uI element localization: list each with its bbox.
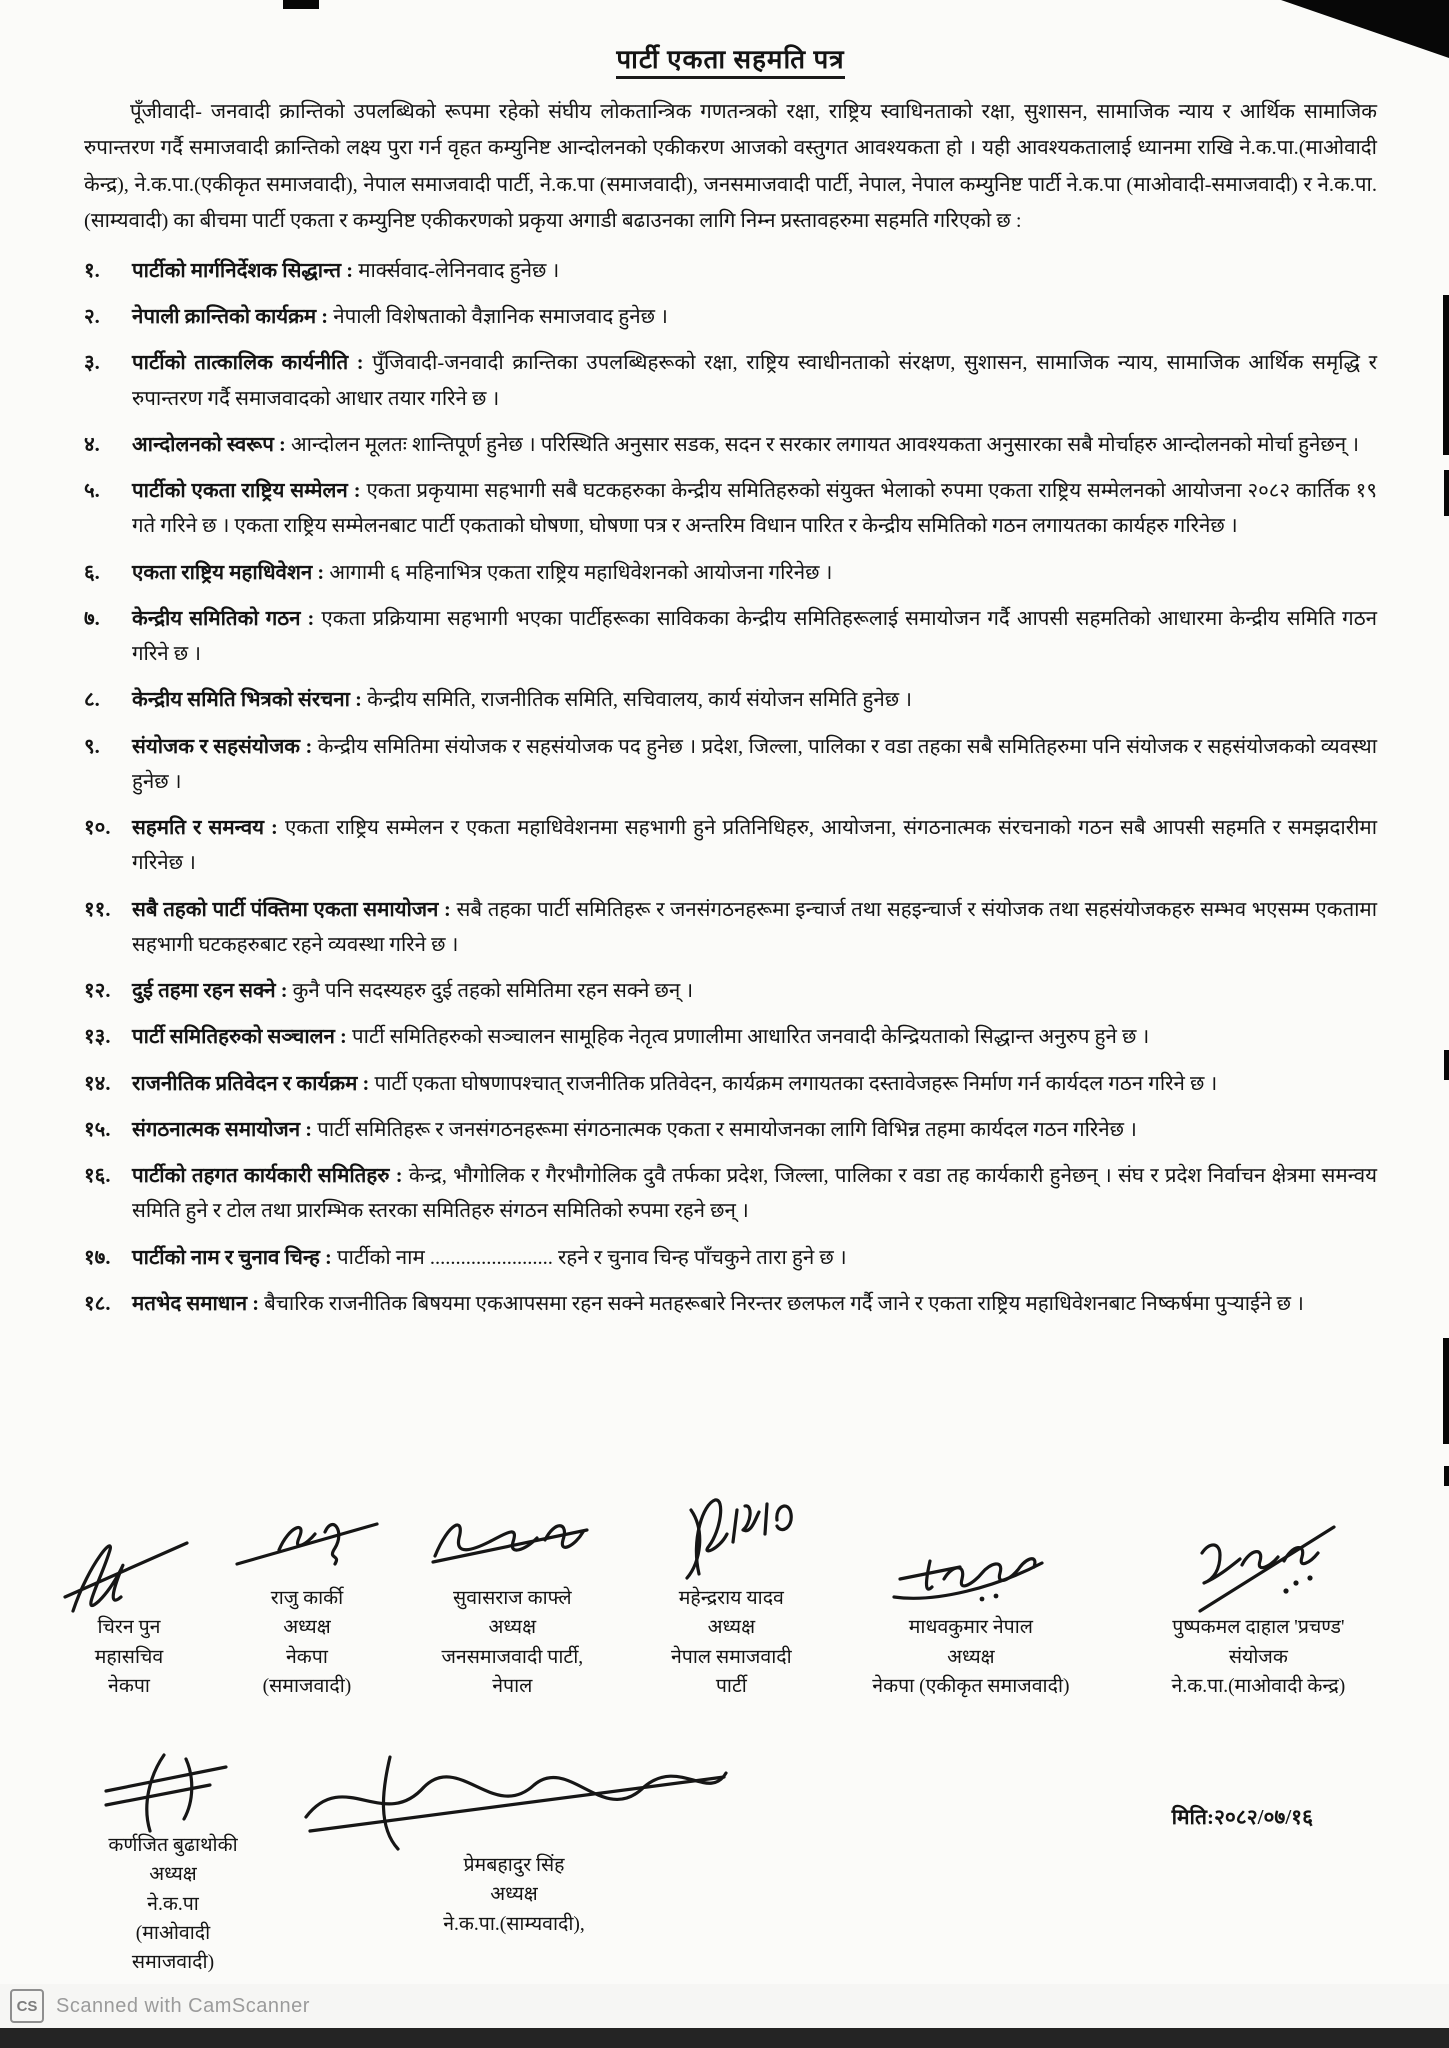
- clause-text: केन्द्रीय समितिमा संयोजक र सहसंयोजक पद हुनेछ । प्रदेश, जिल्ला, पालिका र वडा तहका सबै समितिहरुमा पनि संयोजक र सहसंयोजकको व्यवस्था हुनेछ ।: [132, 735, 1378, 793]
- scan-edge-artifact: [283, 0, 319, 9]
- signature-image: [661, 1490, 801, 1590]
- clause-text: सबै तहका पार्टी समितिहरू र जनसंगठनहरूमा इन्चार्ज तथा सहइन्चार्ज र संयोजक तथा सहसंयोजकहरु सम्भव भएसम्म एकतामा सहभागी घटकहरुबाट रहने व्यवस्था गरिने छ ।: [132, 898, 1378, 956]
- clause-heading: पार्टीको तहगत कार्यकारी समितिहरु :: [132, 1165, 403, 1188]
- clause-heading: नेपाली क्रान्तिको कार्यक्रम :: [132, 306, 329, 329]
- clause-item: [84, 1067, 1377, 1102]
- clause-text: आगामी ६ महिनाभित्र एकता राष्ट्रिय महाधिवेशनको आयोजना गरिनेछ ।: [329, 561, 833, 584]
- clause-number: १८.: [84, 1292, 111, 1315]
- clause-item: [84, 254, 1377, 289]
- clause-item: [84, 300, 1377, 335]
- clause-item: [84, 974, 1377, 1009]
- scan-bottom-bar-artifact: [0, 2028, 1449, 2048]
- clause-heading: एकता राष्ट्रिय महाधिवेशन :: [132, 561, 325, 584]
- signatory-party: (समाजवादी): [262, 1675, 352, 1697]
- signatory-block: [1108, 1519, 1409, 1701]
- clause-text: पार्टी समितिहरू र जनसंगठनहरूमा संगठनात्मक एकता र समायोजनका लागि विभिन्न तहमा कार्यदल गठन गरिनेछ ।: [317, 1118, 1137, 1141]
- clause-heading: संगठनात्मक समायोजन :: [132, 1118, 313, 1141]
- signatory-title: अध्यक्ष: [149, 1864, 197, 1886]
- signatory-title: संयोजक: [1228, 1646, 1288, 1668]
- clause-text: पुँजिवादी-जनवादी क्रान्तिका उपलब्धिहरूको रक्षा, राष्ट्रिय स्वाधीनताको संरक्षण, सुशासन, सामाजिक न्याय, सामाजिक आर्थिक समृद्धि र रुपान्तरण गर्दै समाजवादको आधार तयार गरिने छ ।: [132, 352, 1378, 410]
- signatory-block: [629, 1490, 834, 1701]
- clause-text: बैचारिक राजनीतिक बिषयमा एकआपसमा रहन सक्ने मतहरूबारे निरन्तर छलफल गर्दै जाने र एकता राष्ट्रिय महाधिवेशनबाट निष्कर्षमा पुऱ्याईने छ ।: [264, 1292, 1304, 1315]
- signatory-name: कर्णजित बुढाथोकी: [108, 1835, 238, 1856]
- clause-text: केन्द्र, भौगोलिक र गैरभौगोलिक दुवै तर्फका प्रदेश, जिल्ला, पालिका र वडा तह कार्यकारी हुनेछन् । संघ र प्रदेश निर्वाचन क्षेत्रमा समन्वय समिति हुने र टोल तथा प्रारम्भिक स्तरका समितिहरु संगठन समितिको रुपमा रहने छन् ।: [132, 1165, 1378, 1223]
- signatory-party: नेकपा: [108, 1675, 150, 1697]
- signature-image: [1168, 1519, 1348, 1619]
- signatory-name: राजु कार्की: [270, 1588, 344, 1609]
- signatory-title: अध्यक्ष: [488, 1617, 537, 1639]
- signatory-party: ने.क.पा.(साम्यवादी),: [443, 1913, 585, 1935]
- camscanner-logo-icon: CS: [10, 1989, 44, 2023]
- clause-number: ५.: [84, 480, 100, 503]
- clause-item: [84, 1241, 1377, 1276]
- clause-text: एकता प्रकृयामा सहभागी सबै घटकहरुका केन्द्रीय समितिहरुको संयुक्त भेलाको रुपमा एकता राष्ट्रिय सम्मेलनको आयोजना २०८२ कार्तिक १९ गते गरिने छ । एकता राष्ट्रिय सम्मेलनबाट पार्टी एकताको घोषणा, घोषणा पत्र र अन्तरिम विधान पारित र केन्द्रीय समितिको गठन लगायतका कार्यहरु गरिनेछ ।: [132, 480, 1377, 538]
- clause-number: २.: [84, 306, 100, 329]
- clause-number: ७.: [84, 607, 100, 630]
- clause-item: [84, 602, 1377, 673]
- signatory-name: प्रेमबहादुर सिंह: [463, 1855, 565, 1876]
- signatory-party: जनसमाजवादी पार्टी,: [441, 1646, 584, 1668]
- signatory-title: अध्यक्ष: [947, 1646, 995, 1668]
- clause-list: [84, 254, 1377, 1322]
- signature-row-1: [40, 1490, 1409, 1701]
- signatory-block: [834, 1539, 1108, 1701]
- clause-item: [84, 474, 1377, 545]
- signatory-block: [396, 1500, 629, 1701]
- clause-number: १२.: [84, 980, 111, 1003]
- signatory-party: ने.क.पा: [147, 1893, 199, 1915]
- clause-heading: दुई तहमा रहन सक्ने :: [132, 980, 288, 1003]
- scan-edge-artifact: [1444, 470, 1449, 516]
- clause-heading: केन्द्रीय समितिको गठन :: [132, 607, 315, 630]
- clause-item: [84, 428, 1377, 463]
- scan-edge-artifact: [1444, 1050, 1449, 1080]
- clause-number: ६.: [84, 561, 100, 584]
- clause-heading: मतभेद समाधान :: [132, 1292, 260, 1315]
- scan-edge-artifact: [1443, 1338, 1449, 1444]
- camscanner-watermark-text: Scanned with CamScanner: [56, 1994, 310, 2017]
- clause-text: कुनै पनि सदस्यहरु दुई तहको समितिमा रहन सक्ने छन् ।: [292, 980, 694, 1003]
- signatory-title: अध्यक्ष: [490, 1884, 538, 1906]
- signatory-name: माधवकुमार नेपाल: [908, 1617, 1034, 1639]
- clause-heading: राजनीतिक प्रतिवेदन र कार्यक्रम :: [132, 1072, 370, 1095]
- document-title: पार्टी एकता सहमति पत्र: [84, 40, 1377, 76]
- clause-number: १०.: [84, 817, 111, 840]
- signature-row-2: [40, 1747, 1409, 1977]
- document-date: मिति:२०८२/०७/१६: [1171, 1805, 1313, 1829]
- signatory-block: [294, 1747, 734, 1939]
- clause-text: मार्क्सवाद-लेनिनवाद हुनेछ ।: [358, 259, 560, 282]
- scan-edge-artifact: [1444, 1466, 1449, 1486]
- clause-item: [84, 346, 1377, 417]
- clause-text: एकता राष्ट्रिय सम्मेलन र एकता महाधिवेशनमा सहभागी हुने प्रतिनिधिहरु, आयोजना, संगठनात्मक संरचनाको गठन सबै आपसी सहमति र समझदारीमा गरिनेछ ।: [132, 817, 1378, 875]
- clause-item: [84, 1020, 1377, 1055]
- scan-edge-artifact: [1443, 295, 1449, 455]
- signature-image: [59, 1523, 199, 1619]
- clause-number: ४.: [84, 433, 100, 456]
- signatory-name: पुष्पकमल दाहाल 'प्रचण्ड': [1172, 1617, 1345, 1639]
- clause-text: पार्टीको नाम ........................ रहने र चुनाव चिन्ह पाँचकुने तारा हुने छ ।: [337, 1246, 847, 1269]
- signatory-block: [98, 1747, 248, 1977]
- clause-item: [84, 1159, 1377, 1230]
- clause-heading: सहमति र समन्वय :: [132, 817, 278, 840]
- signatory-name: सुवासराज काफ्ले: [453, 1588, 572, 1609]
- clause-item: [84, 1113, 1377, 1148]
- signature-section: [40, 1490, 1409, 1977]
- signatory-party: नेकपा: [285, 1646, 328, 1668]
- clause-heading: पार्टीको एकता राष्ट्रिय सम्मेलन :: [132, 480, 361, 503]
- clause-item: [84, 730, 1377, 801]
- clause-number: १५.: [84, 1118, 111, 1141]
- signatory-block: [218, 1498, 396, 1701]
- signatory-name: महेन्द्रराय यादव: [678, 1588, 784, 1609]
- clause-heading: सबै तहको पार्टी पंक्तिमा एकता समायोजन :: [132, 898, 451, 921]
- clause-item: [84, 556, 1377, 591]
- clause-number: ९.: [84, 735, 100, 758]
- clause-text: नेपाली विशेषताको वैज्ञानिक समाजवाद हुनेछ ।: [333, 306, 668, 329]
- signatory-title: अध्यक्ष: [283, 1617, 331, 1639]
- document-body: [84, 40, 1377, 1333]
- clause-heading: संयोजक र सहसंयोजक :: [132, 735, 313, 758]
- clause-heading: केन्द्रीय समिति भित्रको संरचना :: [132, 689, 362, 712]
- camscanner-row: [0, 1984, 1449, 2028]
- clause-item: [84, 683, 1377, 718]
- clause-heading: पार्टीको मार्गनिर्देशक सिद्धान्त :: [132, 259, 354, 282]
- signatory-party: (माओवादी समाजवादी): [131, 1922, 215, 1973]
- clause-number: १३.: [84, 1026, 111, 1049]
- signatory-party: नेपाल: [492, 1675, 533, 1697]
- clause-number: ८.: [84, 689, 100, 712]
- signatory-block: [40, 1523, 218, 1701]
- signatory-party: नेपाल समाजवादी: [670, 1646, 792, 1668]
- clause-heading: आन्दोलनको स्वरूप :: [132, 433, 286, 456]
- signatory-party: पार्टी: [715, 1675, 747, 1697]
- signature-image: [886, 1539, 1056, 1619]
- clause-text: पार्टी एकता घोषणापश्चात् राजनीतिक प्रतिवेदन, कार्यक्रम लगायतका दस्तावेजहरू निर्माण गर्न कार्यदल गठन गरिने छ ।: [374, 1072, 1218, 1095]
- clause-number: १७.: [84, 1246, 111, 1269]
- signatory-title: अध्यक्ष: [707, 1617, 756, 1639]
- clause-item: [84, 1287, 1377, 1322]
- signatory-party: नेकपा (एकीकृत समाजवादी): [872, 1675, 1070, 1697]
- clause-text: पार्टी समितिहरुको सञ्चालन सामूहिक नेतृत्व प्रणालीमा आधारित जनवादी केन्द्रियताको सिद्धान्त अनुरुप हुने छ ।: [352, 1026, 1150, 1049]
- clause-item: [84, 811, 1377, 882]
- clause-number: ११.: [84, 898, 111, 921]
- signatory-party: ने.क.पा.(माओवादी केन्द्र): [1171, 1675, 1346, 1697]
- clause-number: १.: [84, 259, 100, 282]
- signature-image: [427, 1500, 597, 1590]
- clause-heading: पार्टीको नाम र चुनाव चिन्ह :: [132, 1246, 332, 1269]
- signature-image: [227, 1498, 387, 1590]
- clause-text: एकता प्रक्रियामा सहभागी भएका पार्टीहरूका साविकका केन्द्रीय समितिहरूलाई समायोजन गर्दै आपसी सहमतिको आधारमा केन्द्रीय समिति गठन गरिने छ ।: [132, 607, 1378, 666]
- intro-paragraph: पूँजीवादी- जनवादी क्रान्तिको उपलब्धिको रूपमा रहेको संघीय लोकतान्त्रिक गणतन्त्रको रक्षा, राष्ट्रिय स्वाधिनताको रक्षा, सुशासन, सामाजिक न्याय र आर्थिक सामाजिक रुपान्तरण गर्दै समाजवादी क्रान्तिको लक्ष्य पुरा गर्न वृहत कम्युनिष्ट आन्दोलनको एकीकरण आजको वस्तुगत आवश्यकता हो । यही आवश्यकतालाई ध्यानमा राखि ने.क.पा.(माओवादी केन्द्र), ने.क.पा.(एकीकृत समाजवादी), नेपाल समाजवादी पार्टी, ने.क.पा (समाजवादी), जनसमाजवादी पार्टी, नेपाल, नेपाल कम्युनिष्ट पार्टी ने.क.पा (माओवादी-समाजवादी) र ने.क.पा.(साम्यवादी) का बीचमा पार्टी एकता र कम्युनिष्ट एकीकरणको प्रकृया अगाडी बढाउनका लागि निम्न प्रस्तावहरुमा सहमति गरिएको छ :: [84, 101, 1377, 233]
- clause-number: ३.: [84, 352, 100, 375]
- clause-heading: पार्टी समितिहरुको सञ्चालन :: [132, 1026, 347, 1049]
- clause-text: आन्दोलन मूलतः शान्तिपूर्ण हुनेछ । परिस्थिति अनुसार सडक, सदन र सरकार लगायत आवश्यकता अनुसारका सबै मोर्चाहरु आन्दोलनको मोर्चा हुनेछन् ।: [290, 433, 1360, 456]
- clause-number: १६.: [84, 1165, 111, 1188]
- clause-heading: पार्टीको तात्कालिक कार्यनीति :: [132, 352, 364, 375]
- clause-number: १४.: [84, 1072, 111, 1095]
- signatory-name: चिरन पुन: [97, 1617, 161, 1639]
- clause-item: [84, 893, 1377, 964]
- signature-image: [98, 1747, 248, 1837]
- signature-image: [294, 1747, 734, 1857]
- clause-text: केन्द्रीय समिति, राजनीतिक समिति, सचिवालय, कार्य संयोजन समिति हुनेछ ।: [367, 689, 913, 712]
- signatory-title: महासचिव: [94, 1646, 164, 1668]
- camscanner-footer: [0, 1984, 1449, 2048]
